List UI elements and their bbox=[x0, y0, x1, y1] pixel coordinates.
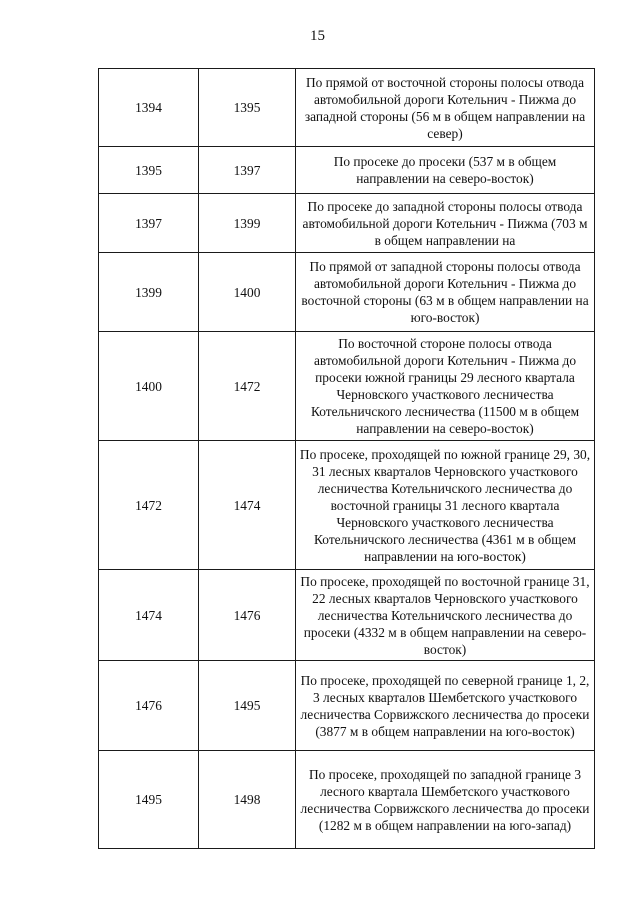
to-point-cell: 1476 bbox=[199, 570, 296, 661]
description-cell: По просеке, проходящей по северной границе 1, 2, 3 лесных кварталов Шембетского участкового лесничества Сорвижского лесничества до просеки (3877 м в общем направлении на юго-восток) bbox=[296, 661, 595, 751]
from-point-cell: 1400 bbox=[99, 332, 199, 441]
to-point-cell: 1498 bbox=[199, 751, 296, 849]
description-cell: По просеке до западной стороны полосы отвода автомобильной дороги Котельнич - Пижма (703 м в общем направлении на bbox=[296, 194, 595, 253]
boundary-description-table bbox=[98, 68, 595, 849]
description-cell: По просеке, проходящей по южной границе 29, 30, 31 лесных кварталов Черновского участкового лесничества Котельничского лесничества до восточной границы 31 лесного квартала Черновского участкового лесничества Котельничского лесничества (4361 м в общем направлении на юго-восток) bbox=[296, 441, 595, 570]
description-cell: По просеке, проходящей по восточной границе 31, 22 лесных кварталов Черновского участкового лесничества Котельничского лесничества до просеки (4332 м в общем направлении на северо-восток) bbox=[296, 570, 595, 661]
table-row bbox=[99, 332, 595, 441]
from-point-cell: 1395 bbox=[99, 147, 199, 194]
from-point-cell: 1476 bbox=[99, 661, 199, 751]
table-row bbox=[99, 570, 595, 661]
description-cell: По просеке, проходящей по западной границе 3 лесного квартала Шембетского участкового лесничества Сорвижского лесничества до просеки (1282 м в общем направлении на юго-запад) bbox=[296, 751, 595, 849]
table-row bbox=[99, 194, 595, 253]
from-point-cell: 1472 bbox=[99, 441, 199, 570]
to-point-cell: 1399 bbox=[199, 194, 296, 253]
description-cell: По восточной стороне полосы отвода автомобильной дороги Котельнич - Пижма до просеки южной границы 29 лесного квартала Черновского участкового лесничества Котельничского лесничества (11500 м в общем направлении на северо-восток) bbox=[296, 332, 595, 441]
to-point-cell: 1495 bbox=[199, 661, 296, 751]
to-point-cell: 1472 bbox=[199, 332, 296, 441]
description-cell: По прямой от западной стороны полосы отвода автомобильной дороги Котельнич - Пижма до восточной стороны (63 м в общем направлении на юго-восток) bbox=[296, 253, 595, 332]
from-point-cell: 1399 bbox=[99, 253, 199, 332]
to-point-cell: 1397 bbox=[199, 147, 296, 194]
from-point-cell: 1394 bbox=[99, 69, 199, 147]
from-point-cell: 1397 bbox=[99, 194, 199, 253]
description-cell: По просеке до просеки (537 м в общем направлении на северо-восток) bbox=[296, 147, 595, 194]
page-number: 15 bbox=[310, 28, 325, 44]
description-cell: По прямой от восточной стороны полосы отвода автомобильной дороги Котельнич - Пижма до западной стороны (56 м в общем направлении на север) bbox=[296, 69, 595, 147]
from-point-cell: 1495 bbox=[99, 751, 199, 849]
to-point-cell: 1395 bbox=[199, 69, 296, 147]
table-row bbox=[99, 253, 595, 332]
table-row bbox=[99, 751, 595, 849]
table-row bbox=[99, 441, 595, 570]
to-point-cell: 1474 bbox=[199, 441, 296, 570]
table-row bbox=[99, 147, 595, 194]
table-row bbox=[99, 661, 595, 751]
from-point-cell: 1474 bbox=[99, 570, 199, 661]
to-point-cell: 1400 bbox=[199, 253, 296, 332]
table-row bbox=[99, 69, 595, 147]
